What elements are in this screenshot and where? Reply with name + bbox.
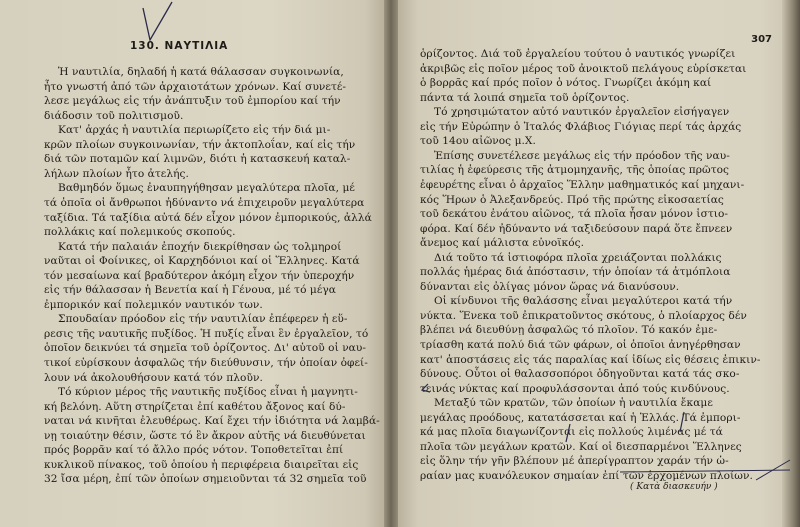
page-edge <box>782 0 800 527</box>
text-line: ὁρίζοντος. Διά τοῦ ἐργαλείου τούτου ὁ ναυτικός γνωρίζει <box>420 48 736 60</box>
text-line: κρῶν πλοίων συγκοινωνίαν, τήν ἀκτοπλοΐαν, καί εἰς τήν <box>44 138 356 151</box>
source-note: ( Κατὰ διασκευήν ) <box>630 482 718 492</box>
text-line: δύνους. Οὗτοι οἱ θαλασσοπόροι ὁδηγοῦνται κατά τάς σκο- <box>420 368 740 381</box>
text-line: Βαθμηδόν ὅμως ἐναυπηγήθησαν μεγαλύτερα πλοῖα, μέ <box>58 182 355 195</box>
text-line: μεγάλας προόδους, κατατάσσεται καί ἡ Ἑλλάς. Τά ἐμπορι- <box>420 411 741 424</box>
text-line: λεσε μεγάλως εἰς τήν ἀνάπτυξιν τοῦ ἐμπορίου καί τήν <box>44 95 341 108</box>
text-line: τιλίας ἡ ἐφεύρεσις τῆς ἀτμομηχανῆς, τῆς ὁποίας πρῶτος <box>420 164 730 177</box>
text-line: Σπουδαίαν πρόοδον εἰς τήν ναυτιλίαν ἐπέφερεν ἡ εὕ- <box>58 313 348 326</box>
text-line: πάντα τά λοιπά σημεῖα τοῦ ὁρίζοντος. <box>420 91 630 104</box>
page-number: 307 <box>751 34 772 45</box>
text-line: φόρα. Καί δέν ἠδύναντο νά ταξιδεύσουν παρά ὅτε ἔπνεεν <box>420 222 733 235</box>
text-line: Οἱ κίνδυνοι τῆς θαλάσσης εἶναι μεγαλύτεροι κατά τήν <box>434 295 733 308</box>
text-line: τόν μεσαίωνα καί βραδύτερον ἀκόμη εἶχον τήν ὑπεροχήν <box>44 269 355 282</box>
text-line: ρεσις τῆς ναυτικῆς πυξίδος. Ἡ πυξίς εἶναι ἓν ἐργαλεῖον, τό <box>44 327 369 340</box>
text-line: εἰς ὅλην τήν γῆν βλέπουν μέ ἀπερίγραπτον χαράν τήν ὡ- <box>420 455 729 468</box>
text-line: κυκλικοῦ πίνακος, τοῦ ὁποίου ἡ περιφέρεια διαιρεῖται εἰς <box>44 458 359 471</box>
text-line: Κατ' ἀρχάς ἡ ναυτιλία περιωρίζετο εἰς τήν διά μι- <box>58 124 331 137</box>
text-line: διάδοσιν τοῦ πολιτισμοῦ. <box>44 109 184 122</box>
text-line: κατ' ἀποστάσεις εἰς τάς παραλίας καί ἰδίως εἰς θέσεις ἐπικιν- <box>420 353 761 366</box>
text-line: ὁποῖον δεικνύει τά σημεῖα τοῦ ὁρίζοντος. Δι' αὐτοῦ οἱ ναυ- <box>44 342 367 355</box>
text-line: τικοί εὑρίσκουν ἀσφαλῶς τήν διεύθυνσιν, τήν ὁποίαν ὀφεί- <box>44 357 368 369</box>
text-line: ὁ βορρᾶς καί πρός ποῖον ὁ νότος. Γνωρίζει ἀκόμη καί <box>420 77 712 90</box>
text-line: πλοῖα τῶν μεγάλων κρατῶν. Καί οἱ διεσπαρμένοι Ἕλληνες <box>420 440 742 453</box>
text-line: εἰς τήν Εὐρώπην ὁ Ἰταλός Φλάβιος Γιόγιας περί τάς ἀρχάς <box>420 120 742 133</box>
text-line: Ἡ ναυτιλία, δηλαδή ἡ κατά θάλασσαν συγκοινωνία, <box>58 66 344 78</box>
text-line: Μεταξύ τῶν κρατῶν, τῶν ὁποίων ἡ ναυτιλία ἔκαμε <box>434 397 713 410</box>
left-page <box>0 0 384 527</box>
text-line: διά τῶν ποταμῶν καί λιμνῶν, διότι ἡ κατασκευή καταλ- <box>44 153 351 166</box>
text-line: ἦτο γνωστή ἀπό τῶν ἀρχαιοτάτων χρόνων. Καί συνετέ- <box>44 80 347 93</box>
text-line: τοῦ 14ου αἰῶνος μ.Χ. <box>420 135 536 148</box>
right-page <box>398 0 800 527</box>
text-line: κά μας πλοῖα διαγωνίζονται εἰς πολλούς λιμένας μέ τά <box>420 426 723 439</box>
text-line: κή βελόνη. Αὕτη στηρίζεται ἐπί καθέτου ἄξονος καί δύ- <box>44 400 346 413</box>
text-line: τρίασθη κατά πολύ διά τῶν φάρων, οἱ ὁποῖοι ἀνηγέρθησαν <box>420 339 741 351</box>
text-line: Διά τοῦτο τά ἱστιοφόρα πλοῖα χρειάζονται πολλάκις <box>434 251 722 264</box>
text-line: εἰς τήν θάλασσαν ἡ Βενετία καί ἡ Γένουα, μέ τό μέγα <box>44 284 336 297</box>
text-line: ταξίδια. Τά ταξίδια αὐτά δέν εἶχον μόνον ἐμπορικούς, ἀλλά <box>44 211 372 224</box>
text-line: νύκτα. Ἕνεκα τοῦ ἐπικρατοῦντος σκότους, ὁ πλοίαρχος δέν <box>420 309 747 322</box>
text-line: δύνανται εἰς ὀλίγας μόνον ὥρας νά διανύσουν. <box>420 280 680 293</box>
text-line: πολλάκις καί πολεμικούς σκοπούς. <box>44 226 236 239</box>
text-line: ἐφευρέτης εἶναι ὁ ἀρχαῖος Ἕλλην μαθηματικός καί μηχανι- <box>420 178 745 191</box>
text-line: Κατά τήν παλαιάν ἐποχήν διεκρίθησαν ὡς τολμηροί <box>58 240 342 253</box>
text-line: ραίαν μας κυανόλευκον σημαίαν ἐπί τῶν ἐρχομένων πλοίων. <box>420 469 753 482</box>
text-line: βλέπει νά διευθύνῃ ἀσφαλῶς τό πλοῖον. Τό κακόν ἐμε- <box>420 324 718 337</box>
text-line: τά ὁποῖα οἱ ἄνθρωποι ἠδύναντο νά ἐπιχειροῦν μεγαλύτερα <box>44 196 365 209</box>
text-line: νῃ τοιαύτην θέσιν, ὥστε τό ἓν ἄκρον αὐτῆς νά διευθύνεται <box>44 429 366 442</box>
text-line: ναῦται οἱ Φοίνικες, οἱ Καρχηδόνιοι καί οἱ Ἕλληνες. Κατά <box>44 255 360 268</box>
text-line: κός Ἥρων ὁ Ἀλεξανδρεύς. Πρό τῆς πρώτης εἰκοσαετίας <box>420 193 724 206</box>
text-line: λουν νά ἀκολουθήσουν κατά τόν πλοῦν. <box>44 371 263 384</box>
text-line: Ἐπίσης συνετέλεσε μεγάλως εἰς τήν πρόοδον τῆς ναυ- <box>434 149 730 162</box>
text-line: Τό κύριον μέρος τῆς ναυτικῆς πυξίδος εἶναι ἡ μαγνητι- <box>58 386 358 399</box>
text-line: τοῦ δεκάτου ἐνάτου αἰῶνος, τά πλοῖα ἦσαν μόνον ἱστιο- <box>420 208 729 221</box>
book-gutter <box>384 0 398 527</box>
text-line: πολλάς ἡμέρας διά ἀπόστασιν, τήν ὁποίαν τά ἀτμόπλοια <box>420 266 731 279</box>
text-line: ἀκριβῶς εἰς ποῖον μέρος τοῦ ἀνοικτοῦ πελάγους εὑρίσκεται <box>420 62 747 75</box>
text-line: ναται νά κινῆται ἐλευθέρως. Καί ἔχει τήν ἰδιότητα νά λαμβά- <box>44 415 380 428</box>
text-line: ἐμπορικόν καί πολεμικόν ναυτικόν των. <box>44 298 263 311</box>
text-line: πρός βορρᾶν καί τό ἄλλο πρός νότον. Τοποθετεῖται ἐπί <box>44 444 344 457</box>
page-title: 130. ΝΑΥΤΙΛΙΑ <box>130 40 229 52</box>
text-line: τεινάς νύκτας καί προφυλάσσονται ἀπό τούς κινδύνους. <box>420 382 730 395</box>
text-line: 32 ἴσα μέρη, ἐπί τῶν ὁποίων σημειοῦνται τά 32 σημεῖα τοῦ <box>44 473 367 486</box>
text-line: Τό χρησιμώτατον αὐτό ναυτικόν ἐργαλεῖον εἰσήγαγεν <box>434 106 730 119</box>
text-line: λήλων πλοίων ἦτο ἀτελής. <box>44 167 189 180</box>
text-line: ἄνεμος καί μάλιστα εὐνοϊκός. <box>420 237 585 250</box>
